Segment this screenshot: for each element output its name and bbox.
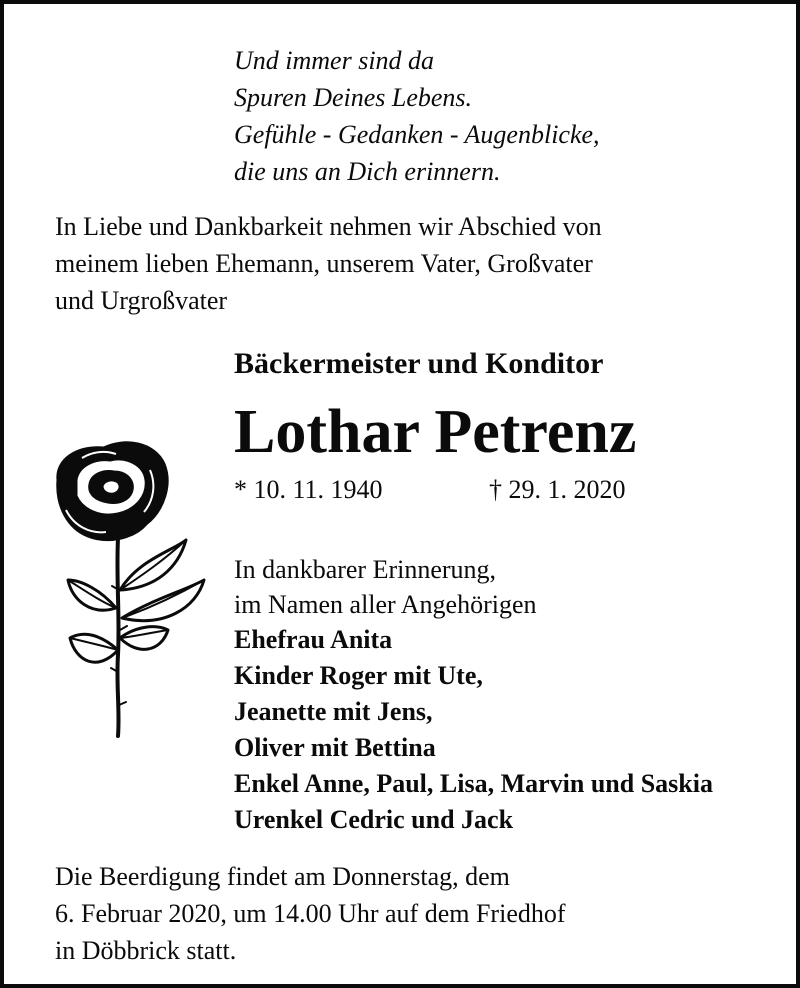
memory-line: im Namen aller Angehörigen	[234, 590, 537, 619]
family-line: Urenkel Cedric und Jack	[234, 805, 514, 834]
birth-date: * 10. 11. 1940	[234, 475, 383, 504]
family-line: Oliver mit Bettina	[234, 733, 436, 762]
deceased-name: Lothar Petrenz	[234, 398, 637, 466]
death-date: † 29. 1. 2020	[489, 475, 626, 504]
family-list	[234, 622, 713, 838]
intro-line: meinem lieben Ehemann, unserem Vater, Großvater	[55, 249, 593, 278]
funeral-line: in Döbbrick statt.	[55, 936, 237, 965]
funeral-info	[55, 858, 566, 969]
family-line: Enkel Anne, Paul, Lisa, Marvin und Saskia	[234, 769, 713, 798]
family-line: Ehefrau Anita	[234, 625, 393, 654]
deceased-profession: Bäckermeister und Konditor	[234, 347, 604, 380]
intro-text	[55, 208, 602, 319]
intro-line: In Liebe und Dankbarkeit nehmen wir Abschied von	[55, 212, 602, 241]
memory-text	[234, 552, 537, 622]
poem-line: Spuren Deines Lebens.	[234, 83, 473, 112]
poem-line: Gefühle - Gedanken - Augenblicke,	[234, 120, 600, 149]
rose-icon	[46, 440, 211, 740]
poem-line: die uns an Dich erinnern.	[234, 157, 501, 186]
memory-line: In dankbarer Erinnerung,	[234, 555, 497, 584]
poem-line: Und immer sind da	[234, 46, 435, 75]
intro-line: und Urgroßvater	[55, 286, 228, 315]
family-line: Kinder Roger mit Ute,	[234, 661, 483, 690]
poem	[234, 42, 600, 190]
funeral-line: Die Beerdigung findet am Donnerstag, dem	[55, 862, 510, 891]
funeral-line: 6. Februar 2020, um 14.00 Uhr auf dem Friedhof	[55, 899, 566, 928]
family-line: Jeanette mit Jens,	[234, 697, 433, 726]
